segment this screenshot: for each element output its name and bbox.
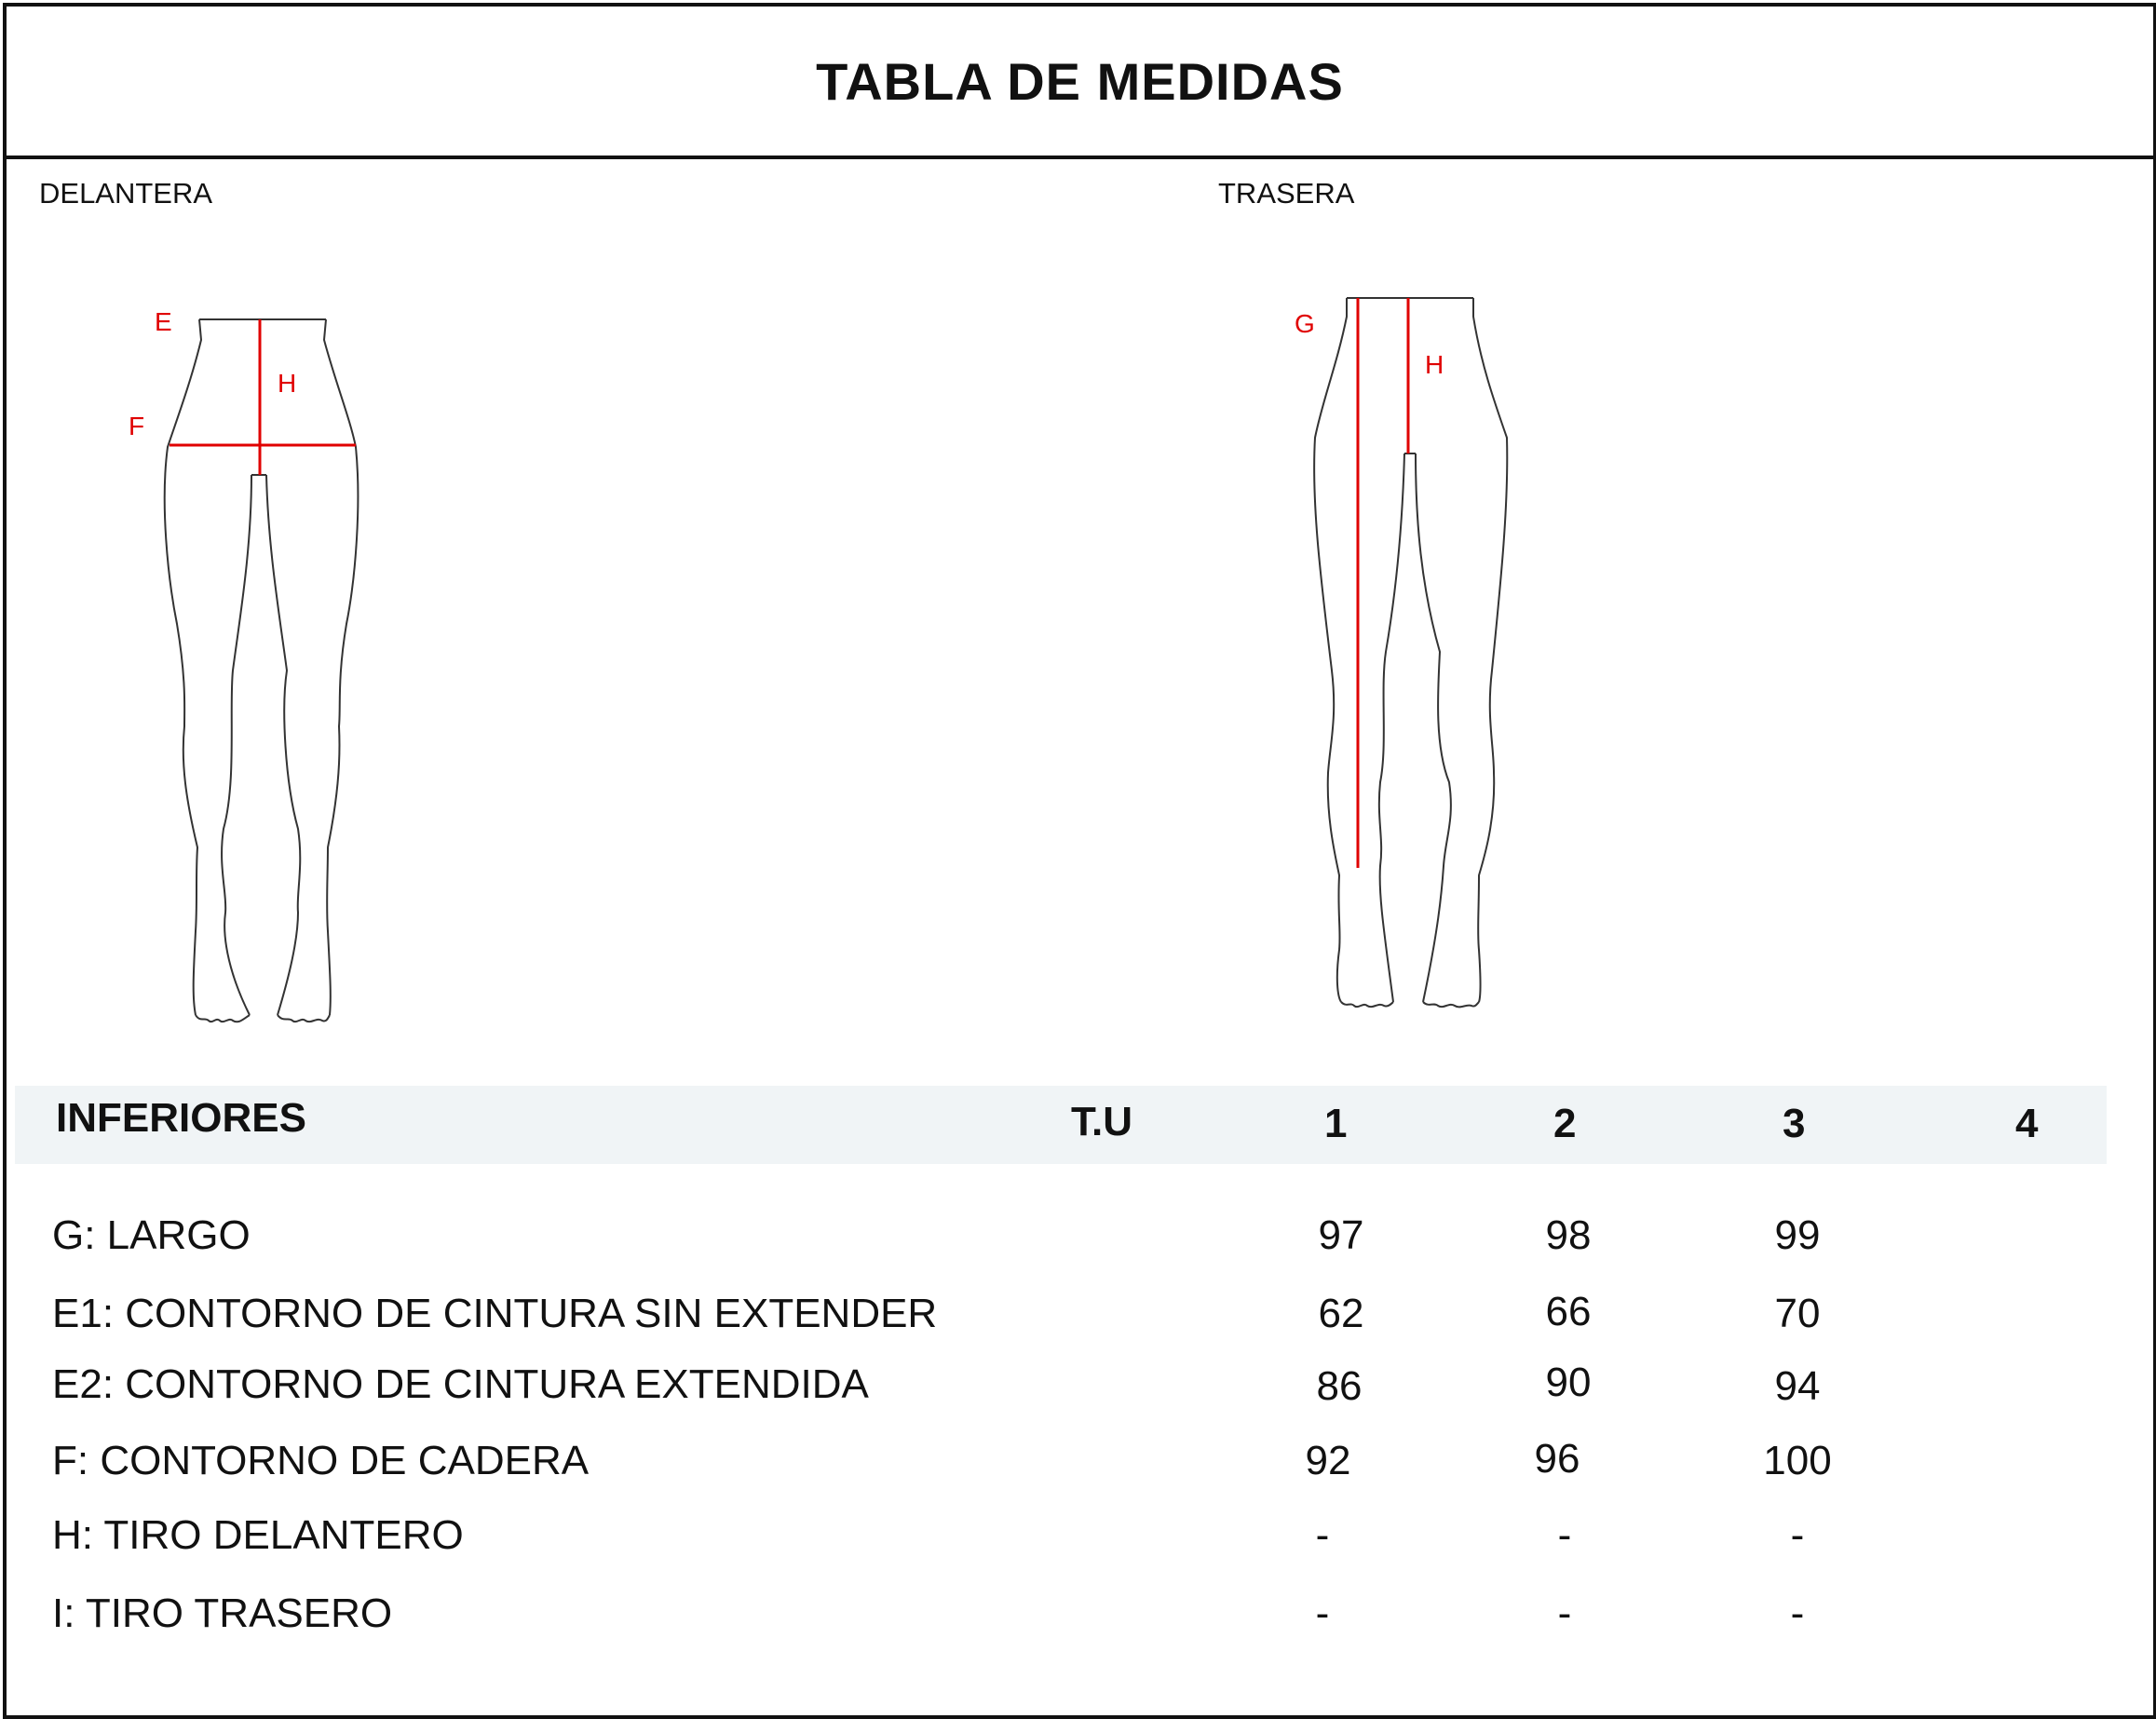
marker-h-back: H [1425,350,1444,379]
front-view-label: DELANTERA [39,177,213,210]
table-header-size-2: 2 [1553,1101,1577,1146]
cell-cadera-3: 100 [1763,1438,1832,1483]
back-leggings-illustration [1295,279,1537,1015]
title-bar [7,7,2153,159]
row-label-tiro-trasero: I: TIRO TRASERO [52,1590,393,1636]
cell-tiro-trasero-1: - [1315,1590,1330,1636]
marker-f-front: F [129,412,145,440]
cell-cintura-extendida-3: 94 [1774,1363,1821,1409]
cell-tiro-delantero-1: - [1315,1512,1330,1558]
cell-tiro-delantero-3: - [1790,1512,1805,1558]
back-view-label: TRASERA [1218,177,1355,210]
table-header-category: INFERIORES [56,1095,306,1141]
page-title: TABLA DE MEDIDAS [816,51,1344,111]
cell-cintura-extendida-2: 90 [1545,1360,1592,1405]
row-label-cintura-sin-extender: E1: CONTORNO DE CINTURA SIN EXTENDER [52,1291,938,1336]
cell-tiro-delantero-2: - [1557,1512,1572,1558]
row-label-cintura-extendida: E2: CONTORNO DE CINTURA EXTENDIDA [52,1361,869,1407]
cell-cadera-1: 92 [1305,1438,1351,1483]
cell-tiro-trasero-3: - [1790,1590,1805,1636]
cell-cintura-sin-extender-2: 66 [1545,1289,1592,1334]
front-leggings-illustration [112,298,391,1034]
cell-cintura-sin-extender-1: 62 [1318,1291,1364,1336]
row-label-cadera: F: CONTORNO DE CADERA [52,1438,590,1483]
marker-e-front: E [155,307,172,336]
cell-cintura-sin-extender-3: 70 [1774,1291,1821,1336]
table-header-tu: T.U [1071,1099,1132,1144]
table-header-size-3: 3 [1783,1101,1806,1146]
marker-h-front: H [278,369,297,398]
marker-g-back: G [1295,309,1315,338]
row-label-largo: G: LARGO [52,1212,251,1258]
cell-tiro-trasero-2: - [1557,1590,1572,1636]
cell-cintura-extendida-1: 86 [1316,1363,1363,1409]
cell-largo-3: 99 [1774,1212,1821,1258]
table-header-size-1: 1 [1324,1101,1348,1146]
cell-cadera-2: 96 [1534,1436,1580,1482]
table-header-size-4: 4 [2015,1101,2039,1146]
cell-largo-1: 97 [1318,1212,1364,1258]
row-label-tiro-delantero: H: TIRO DELANTERO [52,1512,464,1558]
cell-largo-2: 98 [1545,1212,1592,1258]
